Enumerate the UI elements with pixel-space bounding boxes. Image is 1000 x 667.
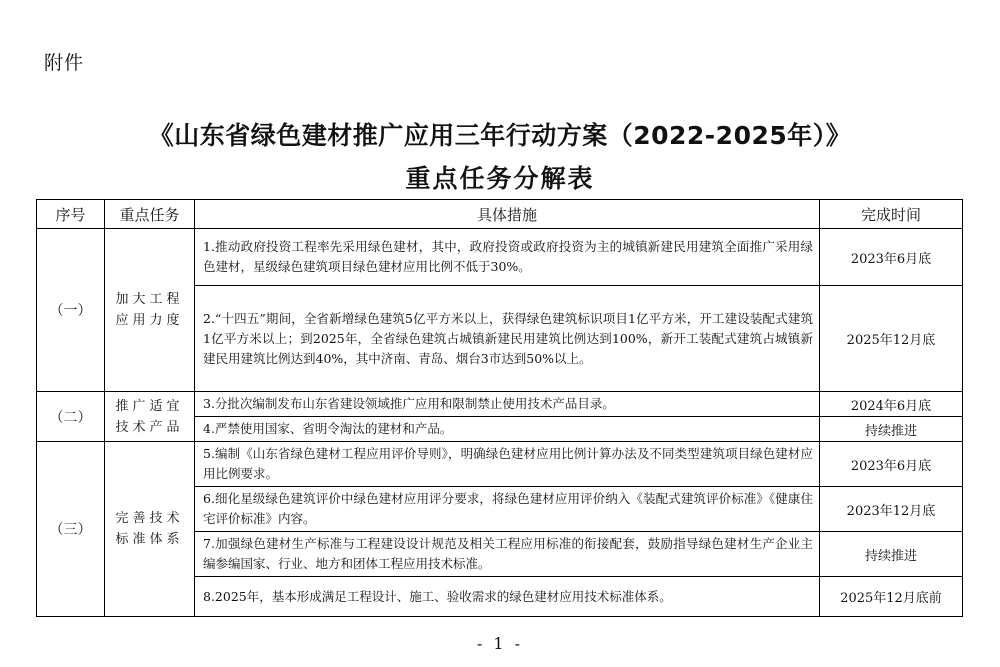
measure-cell: 2.“十四五”期间，全省新增绿色建筑5亿平方米以上，获得绿色建筑标识项目1亿平方米，开工建设装配式建筑1亿平方米以上；到2025年，全省绿色建筑占城镇新建民用建筑比例达到100%，新开工装配式建筑占城镇新建民用建筑比例达到40%，其中济南、青岛、烟台3市达到50%以上。 (195, 286, 820, 392)
group-task: 推广适宜技术产品 (105, 392, 195, 442)
deadline-cell: 持续推进 (820, 532, 963, 577)
deadline-cell: 2023年6月底 (820, 229, 963, 286)
deadline-cell: 2023年6月底 (820, 442, 963, 487)
group-task: 完善技术标准体系 (105, 442, 195, 617)
group-task: 加大工程应用力度 (105, 229, 195, 392)
table-row (37, 442, 963, 487)
header-measure: 具体措施 (195, 200, 820, 229)
deadline-cell: 持续推进 (820, 417, 963, 442)
table-row (37, 392, 963, 417)
page-number: - 1 - (476, 634, 524, 653)
attachment-label: 附件 (44, 52, 85, 74)
measure-cell: 6.细化星级绿色建筑评价中绿色建材应用评分要求，将绿色建材应用评价纳入《装配式建筑评价标准》《健康住宅评价标准》内容。 (195, 487, 820, 532)
header-seq: 序号 (37, 200, 105, 229)
measure-cell: 5.编制《山东省绿色建材工程应用评价导则》，明确绿色建材应用比例计算办法及不同类型建筑项目绿色建材应用比例要求。 (195, 442, 820, 487)
deadline-cell: 2023年12月底 (820, 487, 963, 532)
deadline-cell: 2024年6月底 (820, 392, 963, 417)
table-header-row (37, 200, 963, 229)
group-seq: （三） (37, 442, 105, 617)
deadline-cell: 2025年12月底前 (820, 577, 963, 617)
group-seq: （二） (37, 392, 105, 442)
measure-cell: 7.加强绿色建材生产标准与工程建设设计规范及相关工程应用标准的衔接配套，鼓励指导绿色建材生产企业主编参编国家、行业、地方和团体工程应用技术标准。 (195, 532, 820, 577)
header-time: 完成时间 (820, 200, 963, 229)
measure-cell: 4.严禁使用国家、省明令淘汰的建材和产品。 (195, 417, 820, 442)
task-breakdown-table (36, 199, 963, 617)
measure-cell: 8.2025年，基本形成满足工程设计、施工、验收需求的绿色建材应用技术标准体系。 (195, 577, 820, 617)
table-row (37, 229, 963, 286)
measure-cell: 1.推动政府投资工程率先采用绿色建材，其中，政府投资或政府投资为主的城镇新建民用建筑全面推广采用绿色建材，星级绿色建筑项目绿色建材应用比例不低于30%。 (195, 229, 820, 286)
header-task: 重点任务 (105, 200, 195, 229)
document-title: 《山东省绿色建材推广应用三年行动方案（2022-2025年）》 (148, 121, 852, 150)
measure-cell: 3.分批次编制发布山东省建设领域推广应用和限制禁止使用技术产品目录。 (195, 392, 820, 417)
deadline-cell: 2025年12月底 (820, 286, 963, 392)
document-subtitle: 重点任务分解表 (405, 164, 595, 193)
group-seq: （一） (37, 229, 105, 392)
